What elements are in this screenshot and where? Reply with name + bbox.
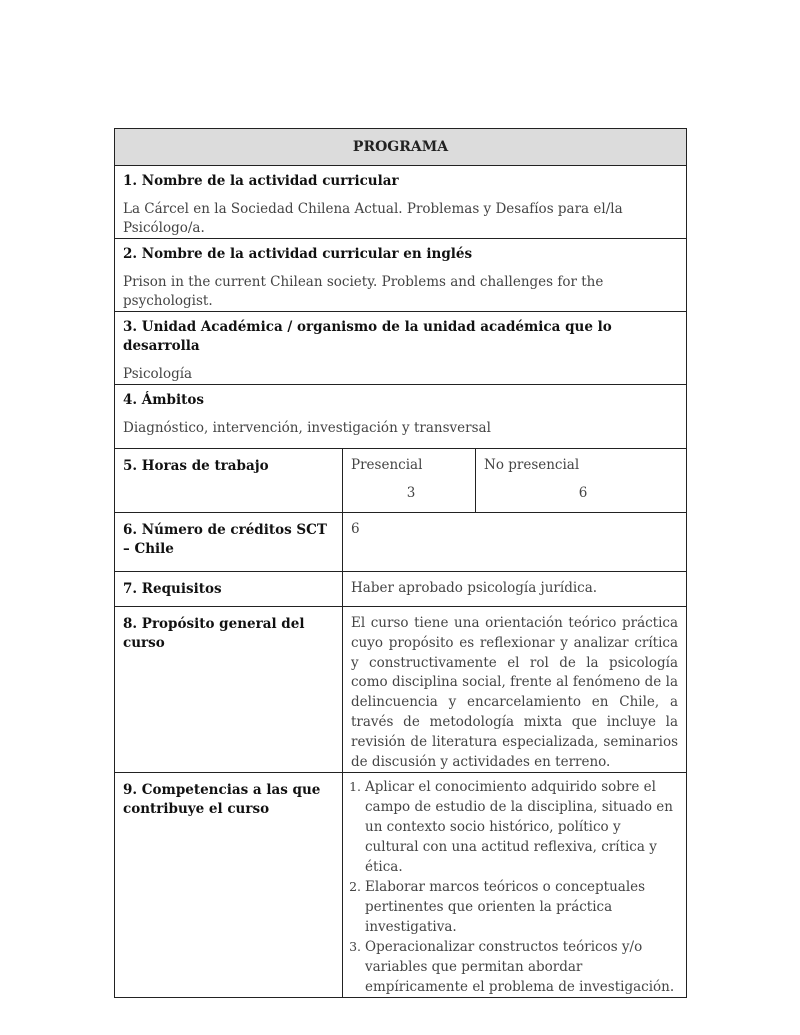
section-value: Psicología <box>123 366 193 382</box>
requisitos-heading: 7. Requisitos <box>115 572 343 607</box>
list-item: 3. Operacionalizar constructos teóricos y/o variables que permitan abordar empíricamente el problema de investigación. <box>365 937 678 997</box>
competencias-cell <box>343 773 687 998</box>
proposito-heading: 8. Propósito general del curso <box>115 607 343 773</box>
no-presencial-label: No presencial <box>484 457 580 473</box>
section-value: Diagnóstico, intervención, investigación y transversal <box>123 420 491 436</box>
section-heading: 4. Ámbitos <box>123 392 204 408</box>
presencial-label: Presencial <box>351 457 423 473</box>
requisitos-value: Haber aprobado psicología jurídica. <box>343 572 687 607</box>
table-title: PROGRAMA <box>115 129 687 166</box>
section-heading: 1. Nombre de la actividad curricular <box>123 173 399 189</box>
section-ambitos <box>115 385 687 449</box>
creditos-heading: 6. Número de créditos SCT – Chile <box>115 513 343 572</box>
presencial-value: 3 <box>406 485 416 501</box>
section-nombre <box>115 166 687 239</box>
section-heading: 2. Nombre de la actividad curricular en inglés <box>123 246 473 262</box>
list-item: 2. Elaborar marcos teóricos o conceptuales pertinentes que orienten la práctica investigativa. <box>365 877 678 937</box>
list-item: 1. Aplicar el conocimiento adquirido sobre el campo de estudio de la disciplina, situado en un contexto socio histórico, político y cultural con una actitud reflexiva, crítica y ética. <box>365 777 678 877</box>
section-value: La Cárcel en la Sociedad Chilena Actual. Problemas y Desafíos para el/la Psicólogo/a. <box>123 201 623 236</box>
competencias-list <box>343 777 678 997</box>
competencias-heading: 9. Competencias a las que contribuye el curso <box>115 773 343 998</box>
horas-no-presencial <box>476 449 687 513</box>
no-presencial-value: 6 <box>578 485 588 501</box>
section-nombre-ingles <box>115 239 687 312</box>
section-unidad <box>115 312 687 385</box>
proposito-value: El curso tiene una orientación teórico práctica cuyo propósito es reflexionar y analizar crítica y constructivamente el rol de la psicología como disciplina social, frente al fenómeno de la delincuencia y encarcelamiento en Chile, a través de metodología mixta que incluye la revisión de literatura especializada, seminarios de discusión y actividades en terreno. <box>343 607 687 773</box>
horas-heading: 5. Horas de trabajo <box>115 449 343 513</box>
section-value: Prison in the current Chilean society. Problems and challenges for the psychologist. <box>123 274 604 309</box>
section-heading: 3. Unidad Académica / organismo de la unidad académica que lo desarrolla <box>123 319 612 354</box>
horas-presencial <box>343 449 476 513</box>
programa-table <box>114 128 687 998</box>
creditos-value: 6 <box>343 513 687 572</box>
